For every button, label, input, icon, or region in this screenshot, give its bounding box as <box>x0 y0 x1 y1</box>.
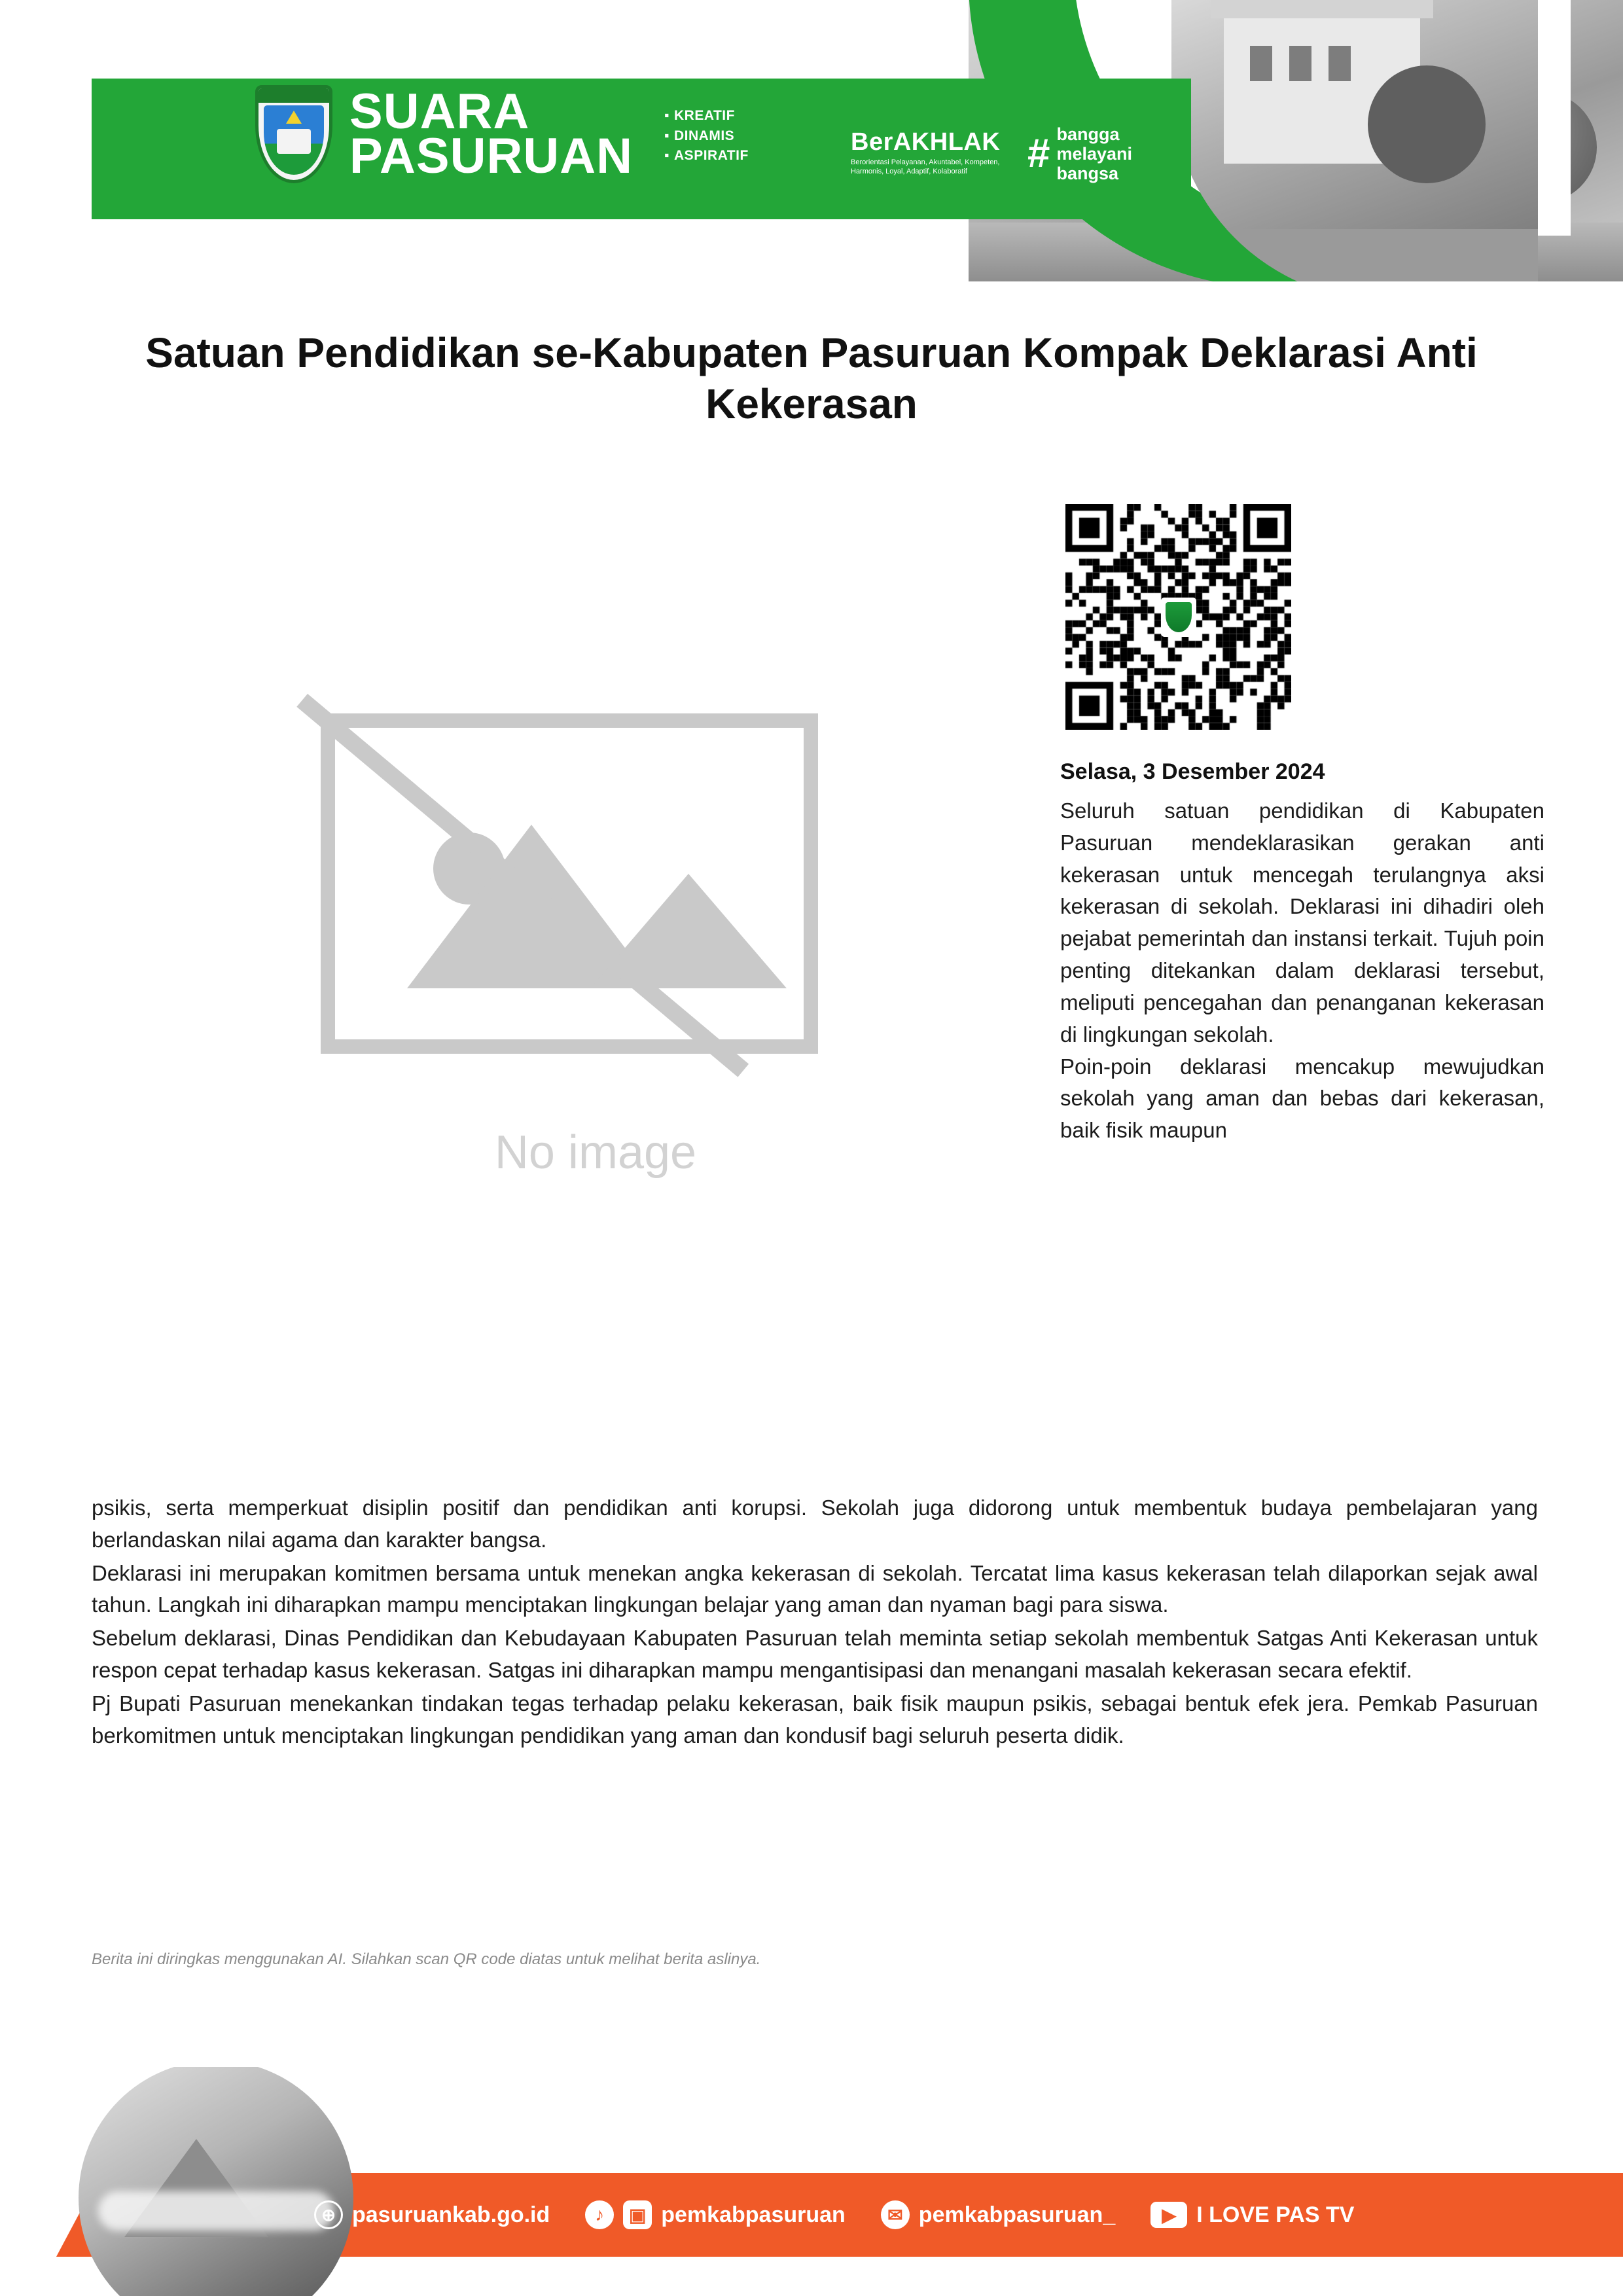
footer-website[interactable] <box>314 2200 550 2229</box>
bangga-melayani-bangsa-logo <box>1027 124 1132 184</box>
tagline-item-2: ▪ DINAMIS <box>664 126 749 146</box>
article-paragraph: Deklarasi ini merupakan komitmen bersama untuk menekan angka kekerasan di sekolah. Tercatat lima kasus kekerasan telah dilaporkan sejak awal tahun. Langkah ini diharapkan mampu menciptakan lingkungan belajar yang aman dan nyaman bagi para siswa. <box>92 1560 1538 1617</box>
header-photo-mask <box>1171 0 1538 281</box>
brand-logo-area <box>255 85 749 183</box>
bangga-line-3: bangsa <box>1056 164 1119 184</box>
berakhlak-subtitle: Berorientasi Pelayanan, Akuntabel, Kompeten, Harmonis, Loyal, Adaptif, Kolaboratif <box>851 158 1000 175</box>
tiktok-icon: ♪ <box>585 2200 614 2229</box>
placeholder-label: No image <box>494 1126 697 1179</box>
article-paragraph: Pj Bupati Pasuruan menekankan tindakan tegas terhadap pelaku kekerasan, baik fisik maupun psikis, sebagai bentuk efek jera. Pemkab Pasuruan berkomitmen untuk menciptakan lingkungan pendidikan yang aman dan kondusif bagi seluruh peserta didik. <box>92 1691 1538 1748</box>
qr-center-crest-icon <box>1161 598 1196 637</box>
footer-social-2[interactable] <box>881 2200 1115 2229</box>
youtube-icon: ▶ <box>1150 2202 1187 2228</box>
article-image-placeholder <box>281 674 910 1263</box>
page-footer <box>0 2067 1623 2296</box>
footer-mountain-photo <box>79 2067 353 2296</box>
globe-icon: ⊕ <box>314 2200 343 2229</box>
article-paragraph: psikis, serta memperkuat disiplin positif dan pendidikan anti korupsi. Sekolah juga didorong untuk membentuk budaya pembelajaran yang berlandaskan nilai agama dan karakter bangsa. <box>92 1496 1538 1552</box>
berakhlak-title: BerAKHLAK <box>851 128 1001 156</box>
brand-line-1: SUARA <box>349 83 530 139</box>
brand-wordmark <box>349 83 633 184</box>
bangga-line-1: bangga <box>1056 124 1120 144</box>
website-label: pasuruankab.go.id <box>352 2202 550 2227</box>
tagline-item-3: ▪ ASPIRATIF <box>664 146 749 166</box>
article-paragraph: Sebelum deklarasi, Dinas Pendidikan dan Kebudayaan Kabupaten Pasuruan telah meminta setiap sekolah membentuk Satgas Anti Kekerasan untuk respon cepat terhadap kasus kekerasan. Satgas ini diharapkan mampu mengantisipasi dan menangani masalah kekerasan secara efektif. <box>92 1626 1538 1683</box>
brand-line-2: PASURUAN <box>349 128 633 184</box>
brand-tagline <box>664 102 749 166</box>
placeholder-frame-icon <box>321 713 818 1054</box>
page-header <box>0 0 1623 281</box>
twitter-icon: ✉ <box>881 2200 910 2229</box>
article-paragraph: Poin-poin deklarasi mencakup mewujudkan sekolah yang aman dan bebas dari kekerasan, baik fisik maupun <box>1060 1054 1544 1143</box>
article-paragraph: Seluruh satuan pendidikan di Kabupaten Pasuruan mendeklarasikan gerakan anti kekerasan untuk mencegah terulangnya aksi kekerasan di sekolah. Deklarasi ini dihadiri oleh pejabat pemerintah dan instansi terkait. Tujuh poin penting ditekankan dalam deklarasi tersebut, meliputi pencegahan dan penanganan kekerasan di lingkungan sekolah. <box>1060 798 1544 1047</box>
berakhlak-logo <box>851 128 1008 177</box>
qr-code[interactable] <box>1065 504 1291 730</box>
article-date: Selasa, 3 Desember 2024 <box>1060 759 1325 784</box>
youtube-label: I LOVE PAS TV <box>1196 2202 1355 2227</box>
instagram-icon: ▣ <box>623 2200 652 2229</box>
hash-icon: # <box>1027 131 1050 177</box>
article-body <box>92 1492 1538 1753</box>
article-side-column <box>1060 759 1544 1147</box>
bangga-line-2: melayani <box>1056 144 1133 164</box>
footer-social-1[interactable] <box>585 2200 846 2229</box>
ai-disclaimer: Berita ini diringkas menggunakan AI. Silahkan scan QR code diatas untuk melihat berita aslinya. <box>92 1950 761 1968</box>
pasuruan-crest-icon <box>255 85 332 183</box>
social-handle-2: pemkabpasuruan_ <box>918 2202 1116 2227</box>
footer-youtube[interactable] <box>1150 2202 1354 2228</box>
cloud-shape <box>98 2191 334 2231</box>
footer-links <box>314 2173 1372 2257</box>
tagline-item-1: ▪ KREATIF <box>664 106 749 126</box>
page-title: Satuan Pendidikan se-Kabupaten Pasuruan Kompak Deklarasi Anti Kekerasan <box>145 329 1478 428</box>
social-handle-1: pemkabpasuruan <box>661 2202 846 2227</box>
